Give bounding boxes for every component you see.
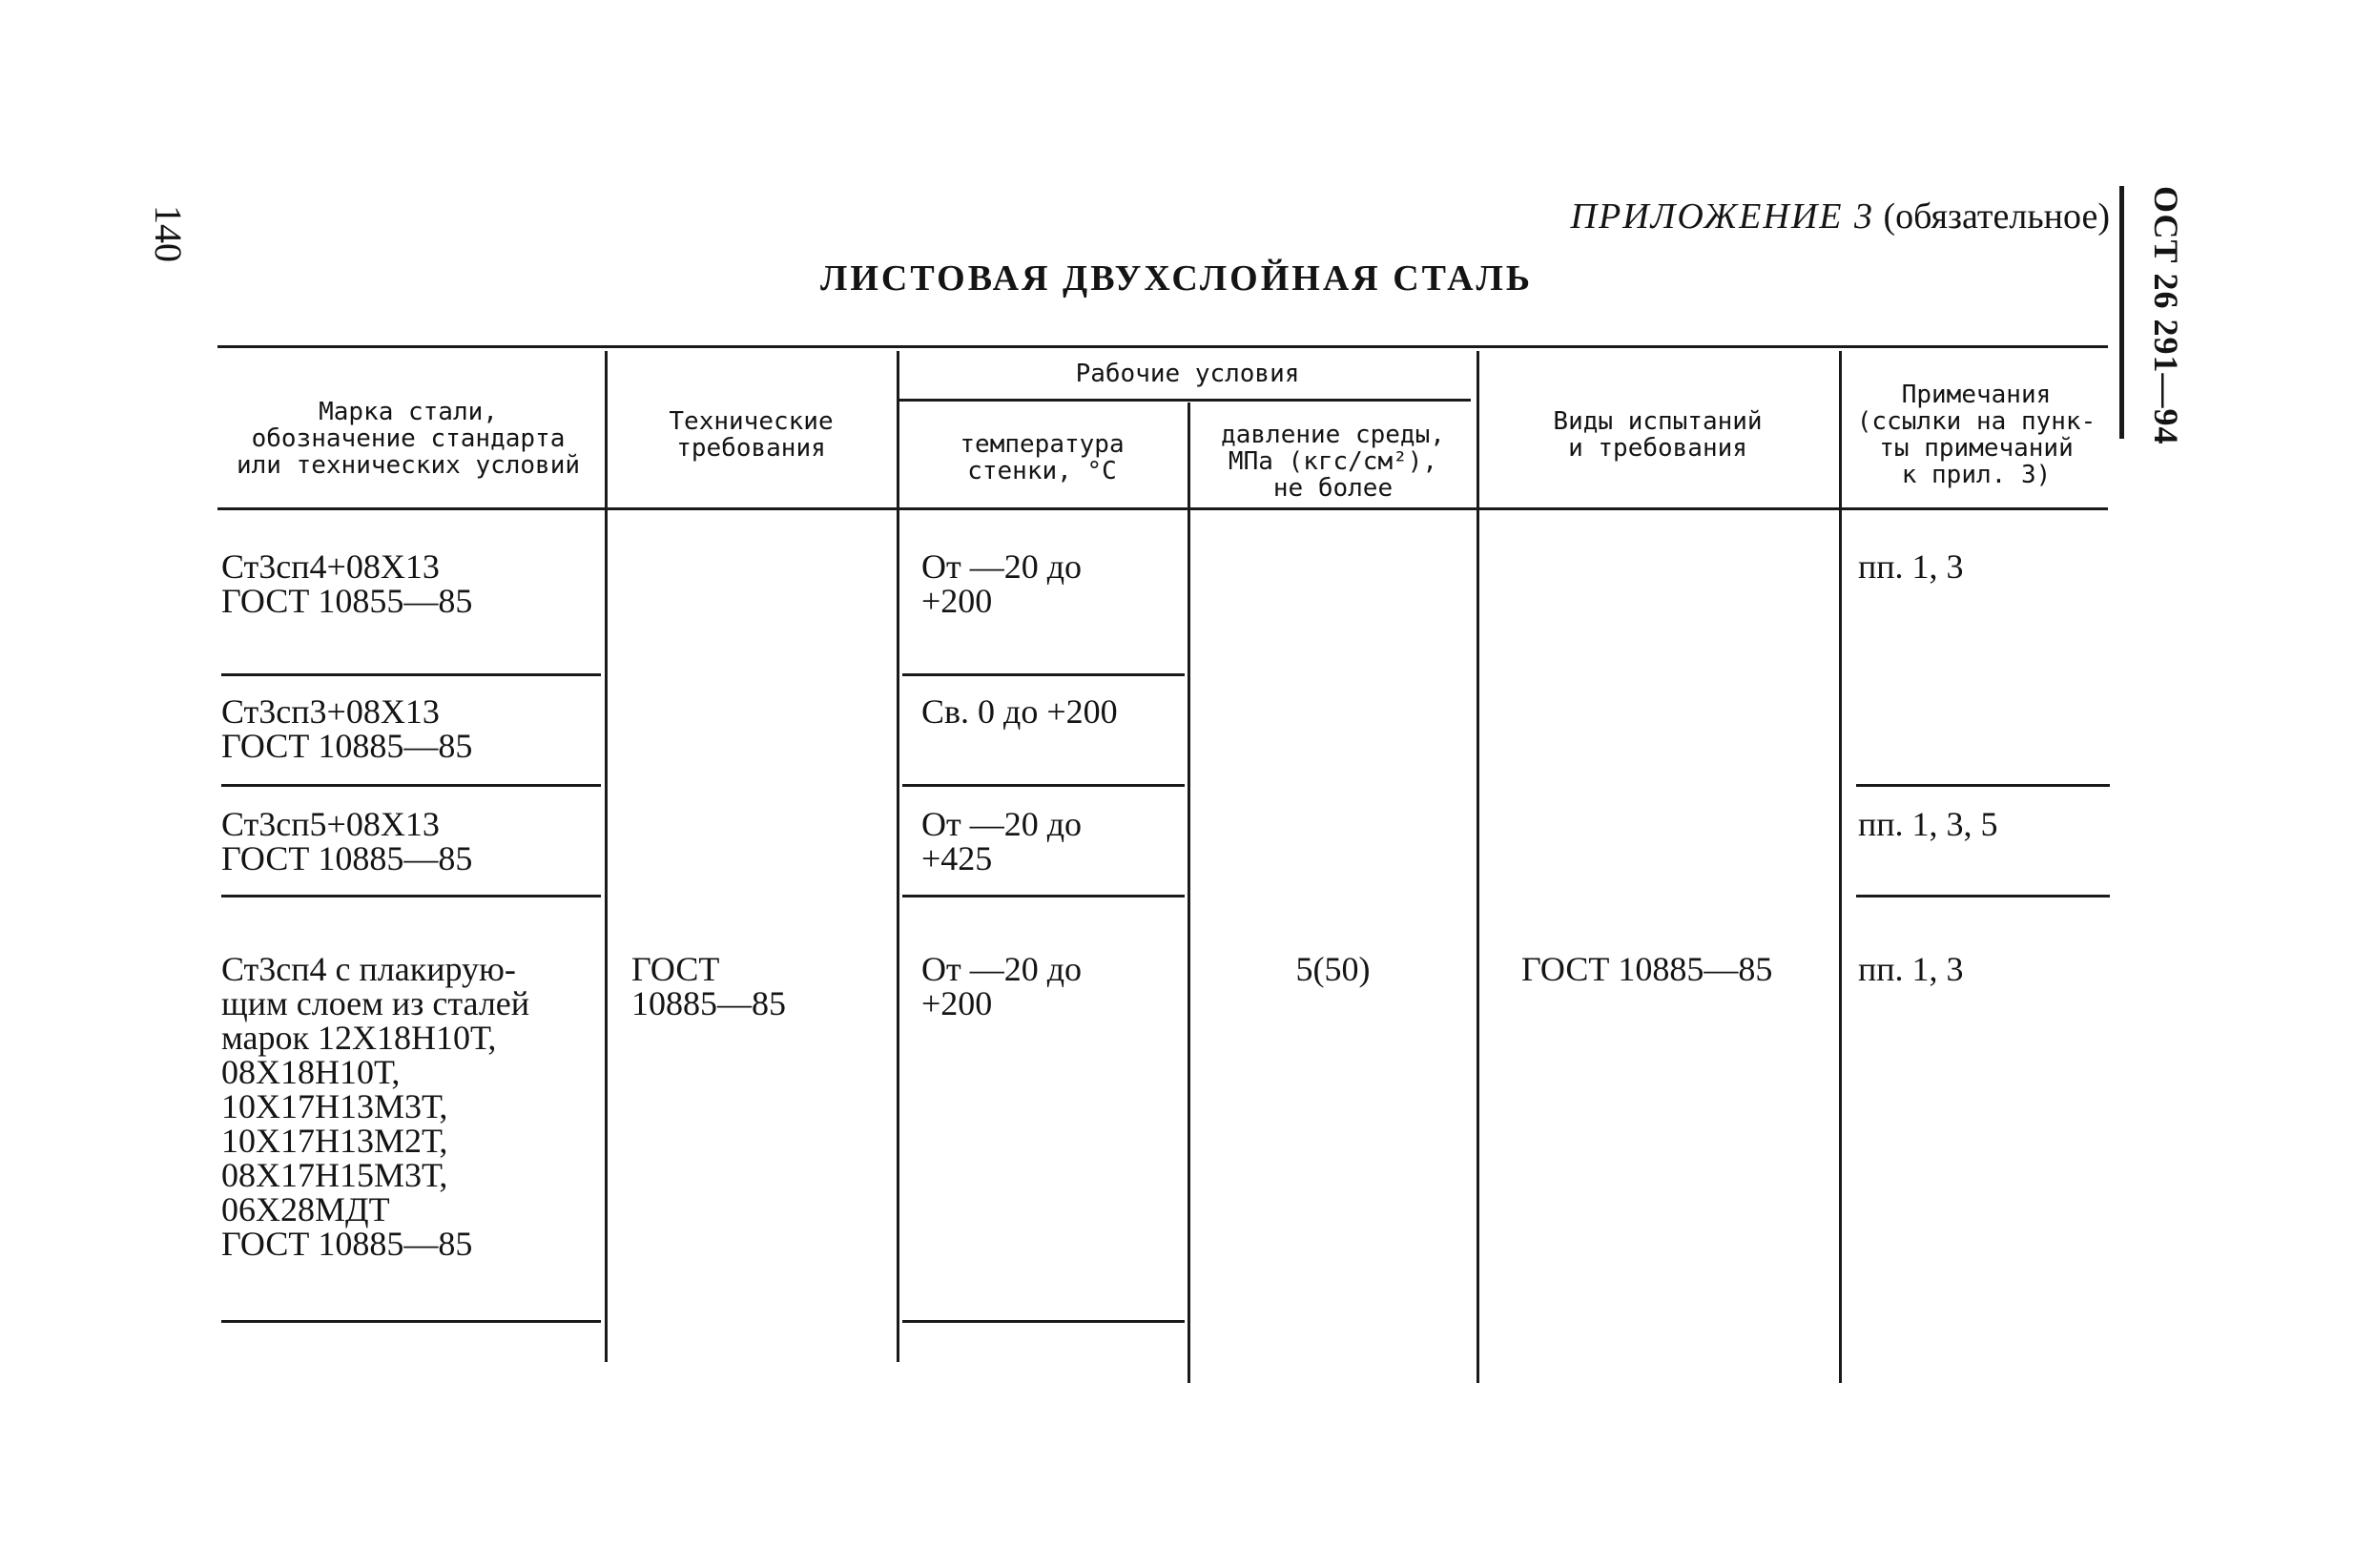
header-tests: Виды испытаний и требования	[1553, 407, 1763, 463]
appendix-note: (обязательное)	[1883, 196, 2110, 237]
tech-requirements: ГОСТ 10885—85	[631, 950, 786, 1022]
tests-requirements: ГОСТ 10885—85	[1521, 950, 1773, 988]
row-2-grade: Ст3сп3+08Х13 ГОСТ 10885—85	[221, 692, 473, 765]
pressure-value: 5(50)	[1295, 950, 1371, 988]
row-separator	[902, 784, 1185, 787]
column-divider	[605, 351, 608, 1362]
row-1-temperature: От —20 до +200	[921, 547, 1083, 620]
page-number: 140	[147, 205, 190, 262]
appendix-heading	[1571, 196, 2110, 237]
header-notes: Примечания (ссылки на пунк- ты примечаний к прил. 3)	[1856, 381, 2096, 489]
row-separator	[221, 895, 601, 897]
row-2-temperature: Св. 0 до +200	[921, 692, 1118, 731]
row-1-notes: пп. 1, 3	[1858, 547, 1964, 586]
header-temperature: температура стенки, °С	[960, 430, 1125, 485]
document-code: ОСТ 26 291—94	[2147, 186, 2185, 445]
row-separator	[1856, 784, 2110, 787]
side-rule	[2119, 186, 2124, 439]
column-divider	[1839, 351, 1842, 1383]
row-4-notes: пп. 1, 3	[1858, 950, 1964, 988]
row-4-grade: Ст3сп4 с плакирую- щим слоем из сталей марок 12Х18Н10Т, 08Х18Н10Т, 10Х17Н13М3Т, 10Х17Н13М2Т, 08Х17Н15М3Т, 06Х28МДТ ГОСТ 10885—85	[221, 950, 530, 1263]
header-working-conditions: Рабочие условия	[1075, 360, 1300, 388]
page-title: ЛИСТОВАЯ ДВУХСЛОЙНАЯ СТАЛЬ	[820, 258, 1533, 299]
header-bottom-rule	[217, 507, 2108, 510]
row-separator	[221, 673, 601, 676]
column-divider	[1188, 402, 1190, 1383]
row-separator	[221, 784, 601, 787]
row-separator	[902, 1320, 1185, 1323]
header-pressure: давление среды, МПа (кгс/см²), не более	[1221, 421, 1445, 503]
column-divider	[897, 351, 899, 1362]
table-top-rule	[217, 345, 2108, 348]
working-conditions-rule	[898, 399, 1471, 402]
row-4-temperature: От —20 до +200	[921, 950, 1083, 1022]
appendix-label: ПРИЛОЖЕНИЕ 3	[1570, 196, 1874, 237]
header-grade: Марка стали, обозначение стандарта или технических условий	[236, 398, 581, 480]
column-divider	[1477, 351, 1479, 1383]
row-separator	[1856, 895, 2110, 897]
row-1-grade: Ст3сп4+08Х13 ГОСТ 10855—85	[221, 547, 473, 620]
header-tech: Технические требования	[669, 407, 834, 463]
row-separator	[221, 1320, 601, 1323]
row-3-grade: Ст3сп5+08Х13 ГОСТ 10885—85	[221, 805, 473, 877]
row-separator	[902, 895, 1185, 897]
row-3-temperature: От —20 до +425	[921, 805, 1083, 877]
row-separator	[902, 673, 1185, 676]
row-3-notes: пп. 1, 3, 5	[1858, 805, 1998, 843]
